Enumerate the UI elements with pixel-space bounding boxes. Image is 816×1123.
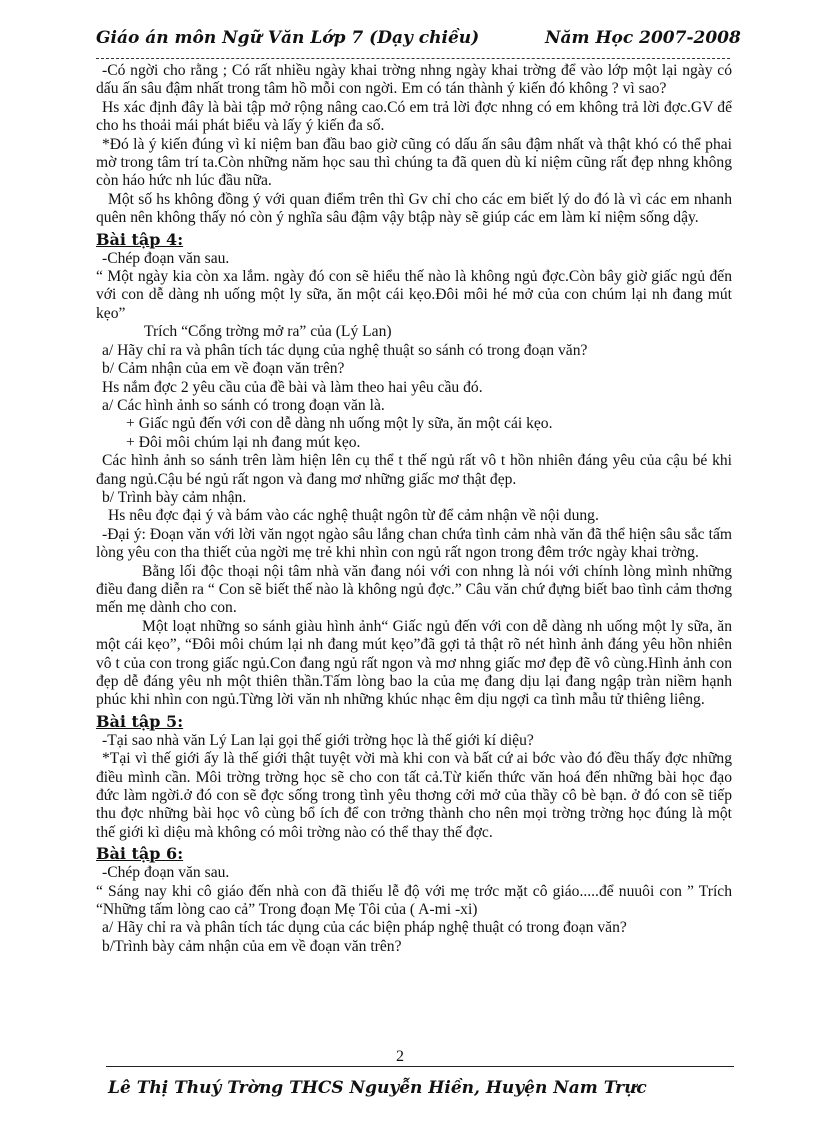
paragraph: -Chép đoạn văn sau. bbox=[102, 249, 230, 267]
paragraph: Các hình ảnh so sánh trên làm hiện lên cụ thể t thế ngủ rất vô t hồn nhiên đáng yêu của cậu bé khi đang ngủ.Cậu bé ngủ rất ngon và đang mơ những giấc mơ thật đẹp. bbox=[96, 452, 732, 488]
paragraph: Hs nêu đợc đại ý và bám vào các nghệ thuật ngôn từ để cảm nhận về nội dung. bbox=[108, 507, 599, 525]
paragraph: b/ Trình bày cảm nhận. bbox=[102, 488, 247, 506]
paragraph: Hs nắm đợc 2 yêu cầu của đề bài và làm theo hai yêu cầu đó. bbox=[102, 378, 483, 396]
citation: Trích “Cổng trờng mở ra” của (Lý Lan) bbox=[144, 323, 392, 341]
quoted-passage: “ Sáng nay khi cô giáo đến nhà con đã thiếu lễ độ với mẹ trớc mặt cô giáo.....để nuuôi con ” Trích “Những tấm lòng cao cả” Trong đoạn Mẹ Tôi của ( A-mi -xi) bbox=[96, 882, 732, 919]
paragraph: Một số hs không đồng ý với quan điểm trên thì Gv chỉ cho các em biết lý do đó là vì các em nhanh quên nên không thấy nó còn ý nghĩa sâu đậm vậy btập này sẽ giúp các em làm kỉ niệm sống dậy. bbox=[96, 190, 732, 227]
question: -Tại sao nhà văn Lý Lan lại gọi thế giới trờng học là thế giới kí diệu? bbox=[102, 731, 534, 749]
question: b/Trình bày cảm nhận của em về đoạn văn trên? bbox=[102, 937, 402, 955]
document-body bbox=[96, 62, 732, 956]
header-divider bbox=[96, 58, 730, 59]
paragraph: Hs xác định đây là bài tập mở rộng nâng cao.Có em trả lời đợc nhng có em không trả lời đợc.GV để cho hs thoải mái phát biểu và lấy ý kiến đa số. bbox=[96, 98, 732, 135]
list-item: + Giấc ngủ đến với con dễ dàng nh uống một ly sữa, ăn một cái kẹo. bbox=[126, 415, 553, 433]
paragraph: -Chép đoạn văn sau. bbox=[102, 864, 230, 882]
paragraph: Một loạt những so sánh giàu hình ảnh“ Giấc ngủ đến với con dễ dàng nh uống một ly sữa, ăn một cái kẹo”, “Đôi môi chúm lại nh đang mút kẹo”đã gợi tả thật rõ nét hình ảnh đáng yêu hồn nhiên vô t của con trong giấc ngủ.Con đang ngủ rất ngon và mơ nhng giấc mơ đẹp đẽ vô cùng.Hình ảnh con đẹp dễ đáng yêu nh một thiên thần.Tấm lòng bao la của mẹ đang dịu lại đang ngập tràn niềm hạnh phúc khi nhìn con ngủ.Từng lời văn nh những khúc nhạc êm dịu ngợi ca tình mẫu tử thiêng liêng. bbox=[96, 617, 732, 709]
exercise-heading-6: Bài tập 6: bbox=[96, 844, 184, 864]
question: b/ Cảm nhận của em về đoạn văn trên? bbox=[102, 360, 345, 378]
paragraph: a/ Các hình ảnh so sánh có trong đoạn văn là. bbox=[102, 396, 385, 414]
paragraph: -Có ngời cho rằng ; Có rất nhiều ngày khai trờng nhng ngày khai trờng để vào lớp một lại ngày có dấu ấn sâu đậm nhất trong tâm hồ mỗi con ngời. Em có tán thành ý kiến đó không ? vì sao? bbox=[96, 62, 732, 98]
question: a/ Hãy chỉ ra và phân tích tác dụng của nghệ thuật so sánh có trong đoạn văn? bbox=[102, 341, 588, 359]
paragraph: Bằng lối độc thoại nội tâm nhà văn đang nói với con nhng là nói với chính lòng mình những điều đang diễn ra “ Con sẽ biết thế nào là không ngủ đợc.” Câu văn chứ đựng biết bao tình cảm thơng mến mẹ dành cho con. bbox=[96, 562, 732, 617]
quoted-passage: “ Một ngày kia còn xa lắm. ngày đó con sẽ hiểu thế nào là không ngủ đợc.Còn bây giờ giấc ngủ đến với con dễ dàng nh uống một ly sữa, ăn một cái kẹo.Đôi môi hé mở của con chúm lại nh đang mút kẹo” bbox=[96, 268, 732, 322]
exercise-heading-5: Bài tập 5: bbox=[96, 711, 184, 731]
exercise-heading-4: Bài tập 4: bbox=[96, 229, 184, 249]
page-number: 2 bbox=[396, 1048, 404, 1065]
footer-divider bbox=[106, 1066, 734, 1067]
paragraph: *Tại vì thế giới ấy là thế giới thật tuyệt vời mà khi con và bất cứ ai bớc vào đó đều thấy đợc những điều mình cần. Môi trờng trờng học sẽ cho con tất cả.Từ kiến thức văn hoá đến những bài học đạo đức làm ngời.ở đó con sẽ đợc sống trong tình yêu thơng cởi mở của thầy cô bè bạn. ở đó con sẽ tiếp thu đợc những bài học vô cùng bổ ích để con trởng thành cho nên mọi trờng trờng học đúng là một thế giới kì diệu mà không có môi trờng nào có thể thay thế đợc. bbox=[96, 750, 732, 841]
paragraph: *Đó là ý kiến đúng vì kỉ niệm ban đầu bao giờ cũng có dấu ấn sâu đậm nhất và thật khó có thể phai mờ trong tâm trí ta.Còn những năm học sau thì chúng ta đã quen dù kỉ niệm cũng rất đẹp nhng không còn háo hức nh lúc đầu nữa. bbox=[96, 135, 732, 190]
paragraph: -Đại ý: Đoạn văn với lời văn ngọt ngào sâu lắng chan chứa tình cảm nhà văn đã thể hiện sâu sắc tấm lòng yêu con tha thiết của ngời mẹ trẻ khi nhìn con ngủ rất ngon trong đêm trớc ngày khai trờng. bbox=[96, 525, 732, 562]
header-subject: Giáo án môn Ngữ Văn Lớp 7 (Dạy chiều) bbox=[96, 28, 480, 48]
question: a/ Hãy chỉ ra và phân tích tác dụng của các biện pháp nghệ thuật có trong đoạn văn? bbox=[102, 919, 627, 937]
footer-author-school: Lê Thị Thuý Trờng THCS Nguyễn Hiền, Huyện Nam Trực bbox=[108, 1078, 647, 1098]
list-item: + Đôi môi chúm lại nh đang mút kẹo. bbox=[126, 433, 361, 451]
header-school-year: Năm Học 2007-2008 bbox=[545, 28, 741, 48]
